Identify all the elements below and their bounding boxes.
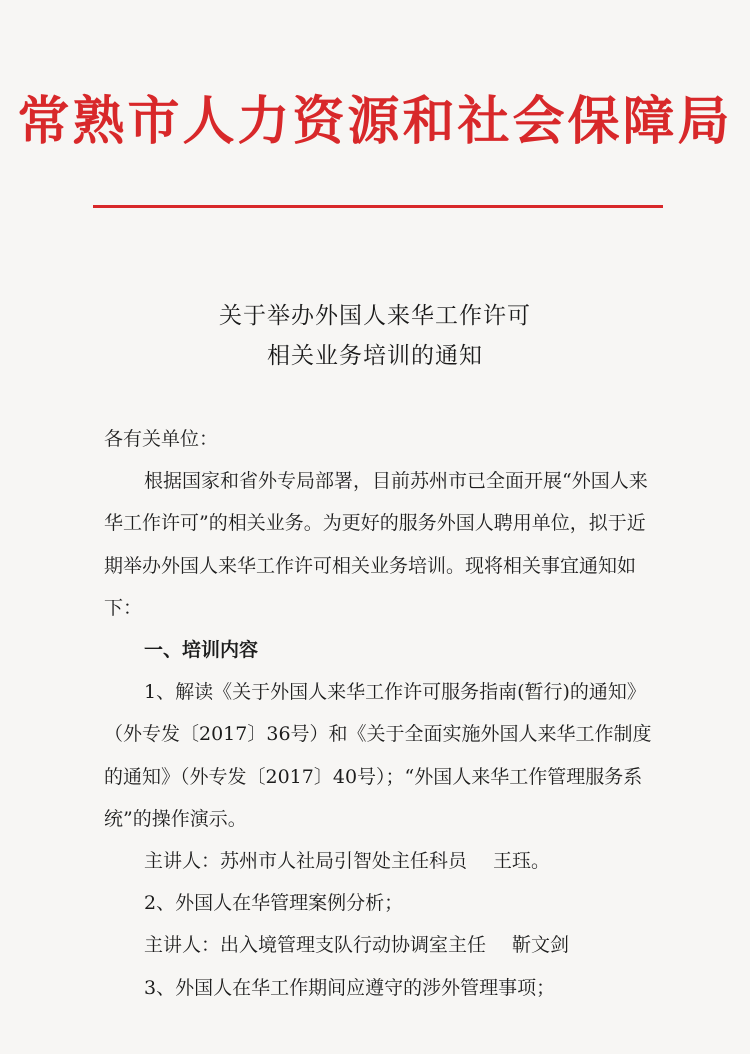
intro-paragraph: 根据国家和省外专局部署，目前苏州市已全面开展“外国人来华工作许可”的相关业务。为更好的服务外国人聘用单位，拟于近期举办外国人来华工作许可相关业务培训。现将相关事宜通知如下：	[104, 470, 648, 619]
notice-title-line1: 关于举办外国人来华工作许可	[219, 303, 531, 329]
notice-title-line2: 相关业务培训的通知	[267, 343, 483, 369]
speaker-2	[104, 924, 664, 966]
speaker-2-name: 靳文剑	[512, 934, 570, 957]
masthead: 常熟市人力资源和社会保障局	[17, 91, 733, 152]
speaker-1-name: 王珏。	[493, 850, 551, 873]
section1-heading: 一、培训内容	[144, 639, 259, 662]
salutation: 各有关单位：	[104, 428, 219, 450]
speaker-1-prefix: 主讲人：苏州市人社局引智处主任科员	[144, 850, 468, 873]
notice-body	[104, 418, 664, 1009]
item-3: 3、外国人在华工作期间应遵守的涉外管理事项；	[144, 976, 556, 999]
red-divider-line	[93, 205, 663, 208]
item-2: 2、外国人在华管理案例分析；	[144, 892, 404, 915]
item-1: 1、解读《关于外国人来华工作许可服务指南(暂行)的通知》（外专发〔2017〕36号）和《关于全面实施外国人来华工作制度的通知》（外专发〔2017〕40号）；“外国人来华工作管理服务系统”的操作演示。	[104, 681, 652, 830]
speaker-1	[104, 840, 664, 882]
speaker-2-prefix: 主讲人：出入境管理支队行动协调室主任	[144, 934, 487, 957]
